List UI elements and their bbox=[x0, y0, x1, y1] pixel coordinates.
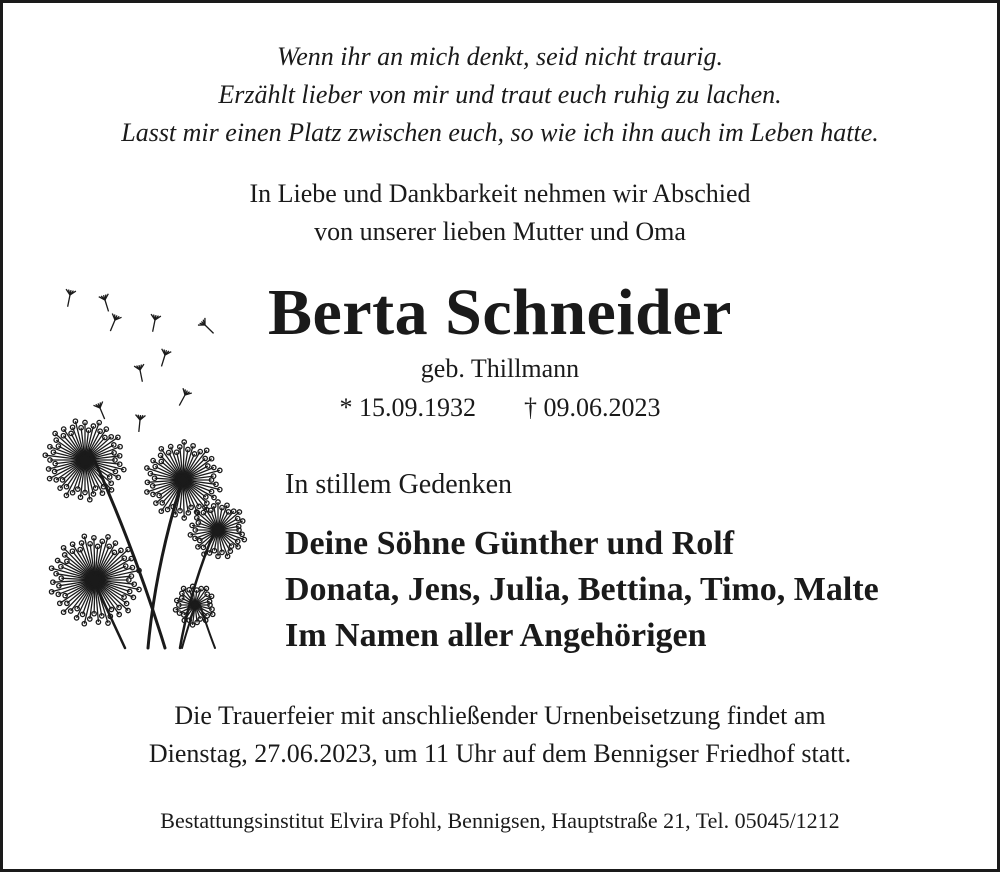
birth-name: geb. Thillmann bbox=[420, 354, 580, 383]
floating-seed bbox=[63, 289, 76, 308]
floating-seed bbox=[93, 401, 109, 421]
floating-seed bbox=[134, 364, 147, 383]
dandelion-head bbox=[173, 584, 214, 627]
memory-text: In stillem Gedenken bbox=[285, 469, 513, 500]
poem-line: Erzählt lieber von mir und traut euch ruhig zu lachen. bbox=[218, 80, 782, 109]
funeral-home-info: Bestattungsinstitut Elvira Pfohl, Bennigsen, Hauptstraße 21, Tel. 05045/1212 bbox=[160, 808, 840, 833]
birth-date: * 15.09.1932 bbox=[339, 393, 476, 422]
ceremony-line: Die Trauerfeier mit anschließender Urnenbeisetzung findet am bbox=[174, 701, 826, 730]
floating-seed bbox=[148, 314, 161, 333]
poem-line: Lasst mir einen Platz zwischen euch, so wie ich ihn auch im Leben hatte. bbox=[121, 118, 879, 147]
dandelion-head bbox=[188, 500, 246, 559]
intro-text bbox=[0, 175, 1000, 251]
floating-seed bbox=[157, 349, 172, 368]
dandelion-head bbox=[43, 419, 126, 502]
intro-line: von unserer lieben Mutter und Oma bbox=[314, 217, 686, 246]
mourner-line: Donata, Jens, Julia, Bettina, Timo, Malte bbox=[285, 571, 879, 608]
dandelion-head bbox=[49, 534, 141, 626]
mourners bbox=[285, 521, 879, 659]
intro-line: In Liebe und Dankbarkeit nehmen wir Abschied bbox=[249, 179, 751, 208]
floating-seed bbox=[134, 415, 146, 433]
floating-seed bbox=[106, 313, 122, 333]
ceremony-line: Dienstag, 27.06.2023, um 11 Uhr auf dem Bennigser Friedhof statt. bbox=[148, 739, 852, 768]
floating-seed bbox=[99, 294, 114, 313]
ceremony-info bbox=[0, 697, 1000, 773]
floating-seed bbox=[175, 388, 192, 408]
deceased-name: Berta Schneider bbox=[268, 276, 732, 349]
poem bbox=[0, 38, 1000, 152]
dandelion-illustration bbox=[40, 280, 280, 660]
death-date: † 09.06.2023 bbox=[524, 393, 661, 422]
mourner-line: Deine Söhne Günther und Rolf bbox=[285, 525, 735, 562]
floating-seed bbox=[198, 318, 217, 337]
mourner-line: Im Namen aller Angehörigen bbox=[285, 617, 707, 654]
poem-line: Wenn ihr an mich denkt, seid nicht traurig. bbox=[276, 42, 724, 71]
